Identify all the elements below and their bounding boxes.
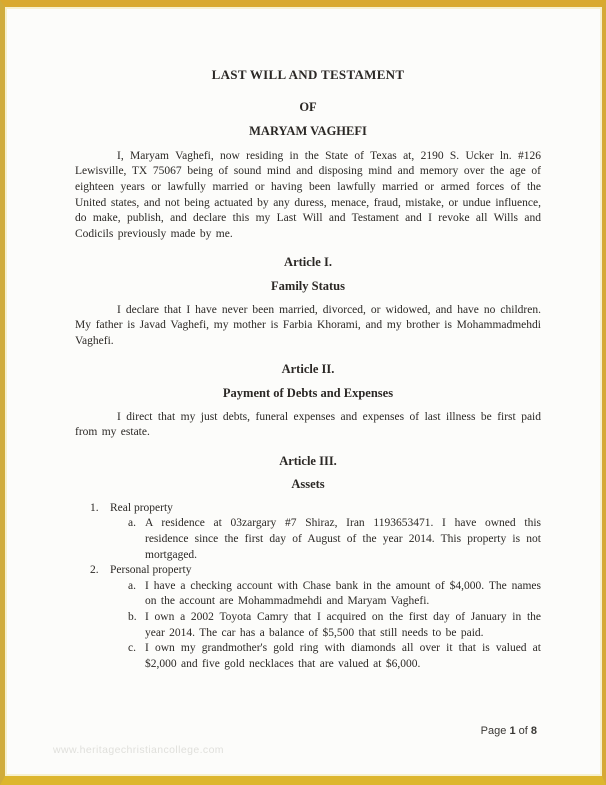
- list-subitem-text: I own a 2002 Toyota Camry that I acquired on the first day of January in the year 2014. The car has a balance of $5,500 that still needs to be paid.: [145, 611, 541, 639]
- list-item-label: Real property: [110, 501, 173, 514]
- list-item-label: Personal property: [110, 564, 192, 577]
- list-subitem: [75, 641, 541, 672]
- article-1-heading: Article I.: [284, 255, 332, 270]
- document-of-label: OF: [299, 99, 317, 114]
- list-item-number: 1.: [90, 501, 99, 514]
- watermark-url: www.heritagechristiancollege.com: [53, 744, 224, 756]
- article-2-subheading: Payment of Debts and Expenses: [222, 385, 394, 400]
- list-subitem-text: A residence at 03zargary #7 Shiraz, Iran 1193653471. I have owned this residence since the first day of August of the year 2014. This property is not mortgaged.: [145, 517, 541, 561]
- total-pages: 8: [530, 725, 537, 737]
- page-word: Page: [480, 725, 507, 737]
- page-sheet: [5, 7, 602, 776]
- article-1-body: I declare that I have never been married, divorced, or widowed, and have no children. My father is Javad Vaghefi, my mother is Farbia Khorami, and my brother is Mohammadmehdi Vaghefi.: [75, 303, 541, 347]
- list-subitem-text: I have a checking account with Chase bank in the amount of $4,000. The names on the account are Mohammadmehdi and Maryam Vaghefi.: [145, 579, 541, 608]
- list-subitem-text: I own my grandmother's gold ring with diamonds all over it that is valued at $2,000 and five gold necklaces that are valued at $6,000.: [145, 642, 541, 670]
- list-subitem: [75, 610, 541, 641]
- list-subitem: [75, 516, 541, 563]
- list-subitem-letter: a.: [128, 517, 136, 530]
- testator-name: MARYAM VAGHEFI: [249, 124, 367, 139]
- list-subitem-letter: a.: [128, 579, 136, 592]
- article-2-heading: Article II.: [281, 362, 335, 377]
- list-item-real-property: [75, 501, 541, 517]
- document-title: LAST WILL AND TESTAMENT: [211, 67, 405, 82]
- list-item-personal-property: [75, 563, 541, 579]
- article-3-heading: Article III.: [279, 453, 337, 468]
- article-1-subheading: Family Status: [271, 278, 345, 293]
- page-number-label: [481, 724, 537, 740]
- page-number: 1: [509, 725, 516, 737]
- article-3-subheading: Assets: [291, 477, 325, 492]
- list-item-number: 2.: [90, 564, 99, 577]
- article-2-body: I direct that my just debts, funeral expenses and expenses of last illness be first paid from my estate.: [75, 410, 541, 439]
- list-subitem-letter: c.: [128, 642, 136, 655]
- intro-paragraph: I, Maryam Vaghefi, now residing in the State of Texas at, 2190 S. Ucker ln. #126 Lewisville, TX 75067 being of sound mind and disposing mind and memory over the age of eighteen years or lawfully married or having been lawfully married or armed forces of the United states, and not being actuated by any duress, menace, fraud, mistake, or undue influence, do make, publish, and declare this my Last Will and Testament and I revoke all Wills and Codicils previously made by me.: [75, 149, 541, 240]
- list-subitem-letter: b.: [128, 611, 137, 624]
- list-subitem: [75, 579, 541, 610]
- of-word: of: [518, 725, 528, 737]
- assets-list: [75, 501, 541, 673]
